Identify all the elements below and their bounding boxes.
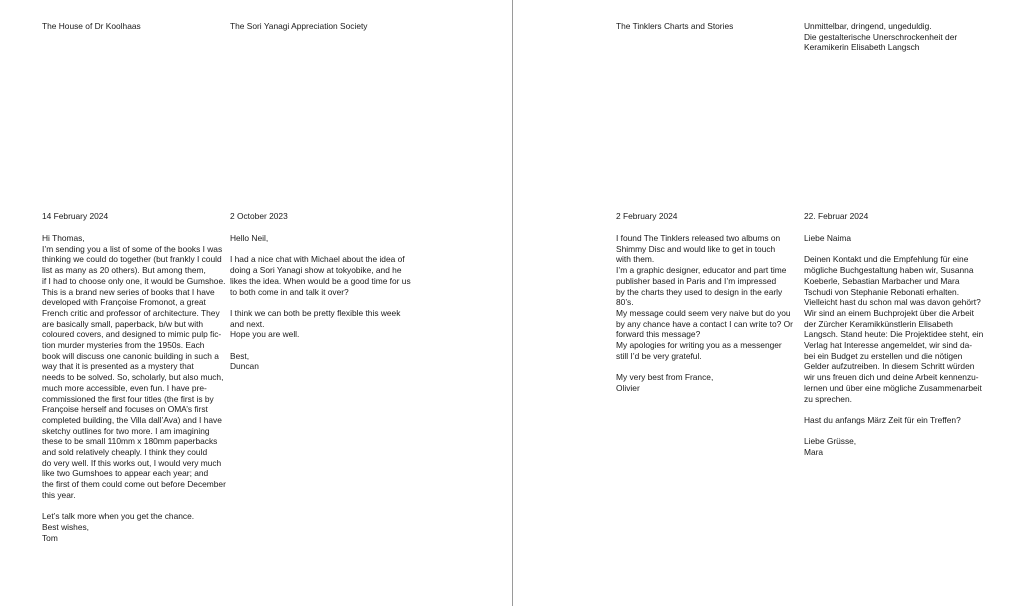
right-page bbox=[513, 0, 1024, 606]
column-title: Unmittelbar, dringend, ungeduldig. Die gestalterische Unerschrockenheit der Keramikerin Elisabeth Langsch bbox=[804, 21, 958, 53]
column-title: The Sori Yanagi Appreciation Society bbox=[230, 21, 368, 31]
column-koolhaas bbox=[42, 0, 227, 606]
letter-date: 2 February 2024 bbox=[616, 211, 678, 221]
letter-body: I found The Tinklers released two albums on Shimmy Disc and would like to get in touch with them. I’m a graphic designer, educator and part time publisher based in Paris and I’m impressed by the charts they used to design in the early 80’s. My message could seem very naive but do you by any chance have a contact I can write to? Or forward this message? My apologies for writing you as a messenger still I’d be very grateful. My very best from France, Olivier bbox=[616, 233, 793, 393]
letter-date: 14 February 2024 bbox=[42, 211, 109, 221]
letter-body: Hi Thomas, I’m sending you a list of some of the books I was thinking we could do together (but frankly I could list as many as 20 others). But among them, if I had to choose only one, it would be Gumshoe. This is a brand new series of books that I have developed with Françoise Fromonot, a great French critic and professor of architecture. They are basically small, paperback, b/w but with coloured covers, and designed to mimic pulp fic- tion murder mysteries from the 1950s. Each book will discuss one canonic building in such a way that it is presented as a mystery that needs to be solved. So, scholarly, but also much, much more accessible, even fun. I have pre- commissioned the first four titles (the first is by Françoise herself and focuses on OMA’s first completed building, the Villa dall’Ava) and I have sketchy outlines for two more. I am imagining these to be small 110mm x 180mm paperbacks and sold relatively cheaply. I think they could do very well. If this works out, I would very much like two Gumshoes to appear each year; and the first of them could come out before December this year. Let’s talk more when you get the chance. Best wishes, Tom bbox=[42, 233, 226, 543]
letter-date: 22. Februar 2024 bbox=[804, 211, 869, 221]
column-title: The House of Dr Koolhaas bbox=[42, 21, 141, 31]
column-langsch bbox=[804, 0, 1020, 606]
letter-body: Liebe Naima Deinen Kontakt und die Empfehlung für eine mögliche Buchgestaltung haben wir, Susanna Koeberle, Sebastian Marbacher und Mara Tschudi von Stephanie Rebonati erhalten. Vielleicht hast du schon mal was davon gehört? Wir sind an einem Buchprojekt über die Arbeit der Zürcher Keramikkünstlerin Elisabeth Langsch. Stand heute: Die Projektidee steht, ein Verlag hat Interesse angemeldet, wir sind da- bei ein Budget zu erstellen und die nötigen Gelder aufzutreiben. In diesem Schritt würden wir uns freuen dich und deine Arbeit kennenzu- lernen und über eine mögliche Zusammenarbeit zu sprechen. Hast du anfangs März Zeit für ein Treffen? Liebe Grüsse, Mara bbox=[804, 233, 984, 458]
letter-body: Hello Neil, I had a nice chat with Michael about the idea of doing a Sori Yanagi show at tokyobike, and he likes the idea. When would be a good time for us to both come in and talk it over? I think we can both be pretty flexible this week and next. Hope you are well. Best, Duncan bbox=[230, 233, 411, 372]
letter-date: 2 October 2023 bbox=[230, 211, 288, 221]
column-title: The Tinklers Charts and Stories bbox=[616, 21, 734, 31]
column-sori-yanagi bbox=[230, 0, 415, 606]
column-tinklers bbox=[616, 0, 802, 606]
